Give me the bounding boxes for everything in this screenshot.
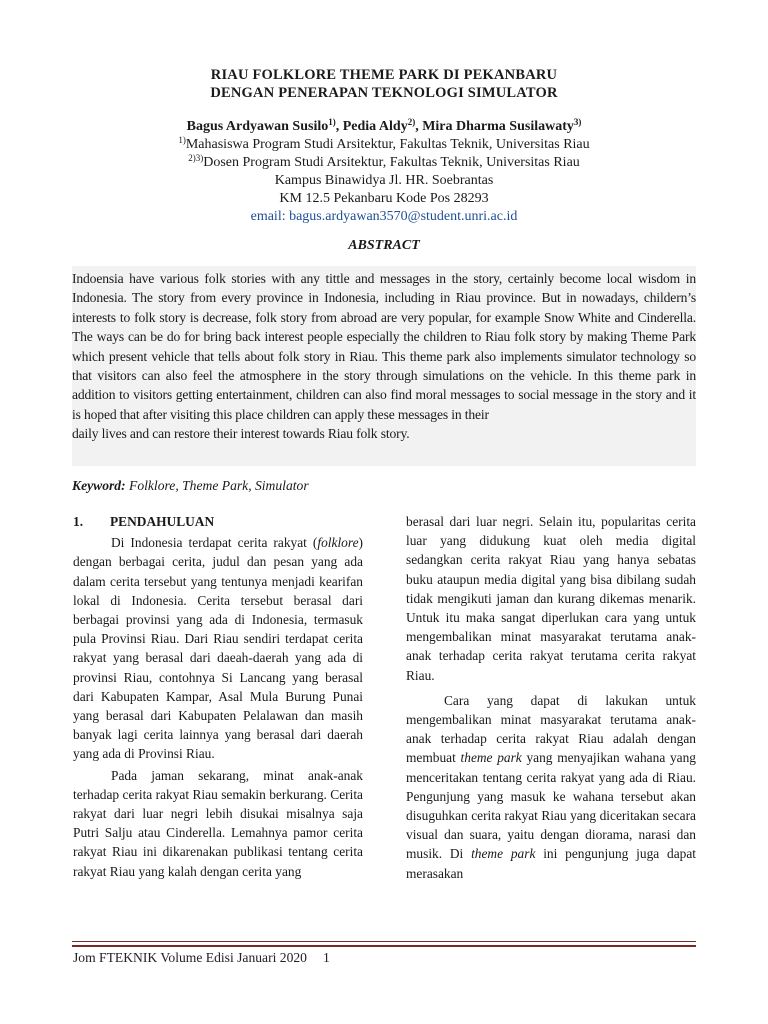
title-line-2: DENGAN PENERAPAN TEKNOLOGI SIMULATOR	[210, 85, 558, 101]
abstract-body: Indoensia have various folk stories with any tittle and messages in the story, certainly become local wisdom in Indonesia. The story from every province in Indonesia, including in Riau province. But in nowadays, childern’s interests to folk story is decrease, folk story from abroad are very popular, for example Snow White and Cinderella. The ways can be do for bring back interest people especially the children to Riau folk story by making Theme Park which present vehicle that tells about folk story in Riau. This theme park also implements simulator technology so that visitors can also feel the atmosphere in the story through simulations on the vehicle. In this theme park in addition to visitors getting entertainment, children can also find moral messages to social message in the story and it is hoped that after visiting this place children can apply these messages in their	[72, 271, 696, 422]
page-number: 1	[322, 950, 330, 965]
author-block	[0, 118, 768, 226]
paragraph-4	[406, 691, 696, 883]
paragraph-4-italic-2: theme park	[471, 846, 536, 862]
paragraph-1-italic: folklore	[317, 535, 359, 551]
author-3-sup: 3)	[573, 117, 582, 127]
section-title: PENDAHULUAN	[110, 514, 215, 529]
abstract-box	[72, 266, 696, 466]
affiliation-2-sup: 2)3)	[188, 153, 204, 163]
affiliation-1	[0, 136, 768, 154]
address-line-2: KM 12.5 Pekanbaru Kode Pos 28293	[279, 191, 489, 206]
column-right	[406, 512, 696, 883]
paragraph-4-italic-1: theme park	[460, 750, 522, 766]
author-2-sup: 2)	[407, 117, 416, 127]
paragraph-4-text-b: yang menyajikan wahana yang menceritakan tentang cerita rakyat yang ada di Riau. Pengunjung yang masuk ke wahana tersebut akan disuguhkan cerita rakyat Riau yang diceritakan secara visual dan suara, yaitu dengan diorama, narasi dan musik. Di	[406, 750, 696, 862]
paragraph-1-text-b: ) dengan berbagai cerita, judul dan pesan yang ada dalam cerita tersebut yang tentunya menjadi kearifan lokal di Indonesia. Cerita tersebut berasal dari berbagai provinsi yang ada di Indonesia, termasuk pula Provinsi Riau. Dari Riau sendiri terdapat cerita rakyat yang berasal dari daeah-daerah yang ada di provinsi Riau, contohnya Si Lancang yang berasal dari Kabupaten Kampar, Asal Mula Burung Punai yang berasal dari Kabupaten Pelalawan dan masih banyak lagi cerita lainnya yang berasal dari daerah yang ada di Provinsi Riau.	[73, 535, 363, 762]
abstract-last-line: daily lives and can restore their interest towards Riau folk story.	[72, 426, 410, 442]
affiliation-1-sup: 1)	[178, 135, 186, 145]
footer-rule-thick	[72, 945, 696, 947]
section-heading	[73, 512, 363, 531]
title-line-1: RIAU FOLKLORE THEME PARK DI PEKANBARU	[210, 67, 558, 83]
paragraph-4-text-a: Cara yang dapat di lakukan untuk mengembalikan minat masyarakat terutama anak-anak terhadap cerita rakyat Riau adalah dengan membuat	[406, 692, 696, 766]
author-2: , Pedia Aldy	[335, 119, 408, 134]
author-names	[0, 118, 768, 136]
author-1: Bagus Ardyawan Susilo	[186, 119, 329, 134]
page-footer	[73, 950, 330, 966]
affiliation-1-text: Mahasiswa Program Studi Arsitektur, Fakultas Teknik, Universitas Riau	[185, 137, 590, 152]
paragraph-4-text-c: ini pengunjung juga dapat merasakan	[406, 846, 697, 881]
affiliation-2	[0, 154, 768, 172]
keyword-label: Keyword:	[72, 478, 126, 493]
keyword-values: Folklore, Theme Park, Simulator	[125, 478, 309, 493]
footer-rule-thin	[72, 941, 696, 942]
abstract-heading: ABSTRACT	[348, 238, 420, 253]
keyword-line	[72, 478, 696, 494]
author-1-sup: 1)	[328, 117, 336, 127]
column-left	[73, 512, 363, 881]
author-email: email: bagus.ardyawan3570@student.unri.ac.id	[250, 209, 518, 224]
paragraph-1	[73, 533, 363, 763]
address-line-1: Kampus Binawidya Jl. HR. Soebrantas	[274, 173, 494, 188]
paragraph-2: Pada jaman sekarang, minat anak-anak terhadap cerita rakyat Riau semakin berkurang. Cerita rakyat dari luar negri lebih disukai misalnya saja Putri Salju atau Cinderella. Lemahnya pamor cerita rakyat Riau ini dikarenakan publikasi tentang cerita rakyat Riau yang kalah dengan cerita yang	[73, 767, 363, 879]
journal-name: Jom FTEKNIK Volume Edisi Januari 2020	[73, 950, 307, 965]
paragraph-3: berasal dari luar negri. Selain itu, popularitas cerita luar yang didukung kuat oleh media digital sedangkan cerita rakyat Riau yang hanya sebatas buku ataupun media digital yang bisa dibilang sudah tidak mengikuti jaman dan kurang dikemas menarik. Untuk itu maka sangat diperlukan cara yang untuk mengembalikan minat masyarakat terutama anak-anak terhadap cerita rakyat terutama cerita rakyat Riau.	[406, 514, 696, 683]
author-3: , Mira Dharma Susilawaty	[415, 119, 574, 134]
paper-title	[0, 66, 768, 102]
affiliation-2-text: Dosen Program Studi Arsitektur, Fakultas Teknik, Universitas Riau	[203, 155, 580, 170]
section-number: 1.	[73, 514, 84, 529]
paragraph-1-text-a: Di Indonesia terdapat cerita rakyat (	[111, 535, 318, 551]
